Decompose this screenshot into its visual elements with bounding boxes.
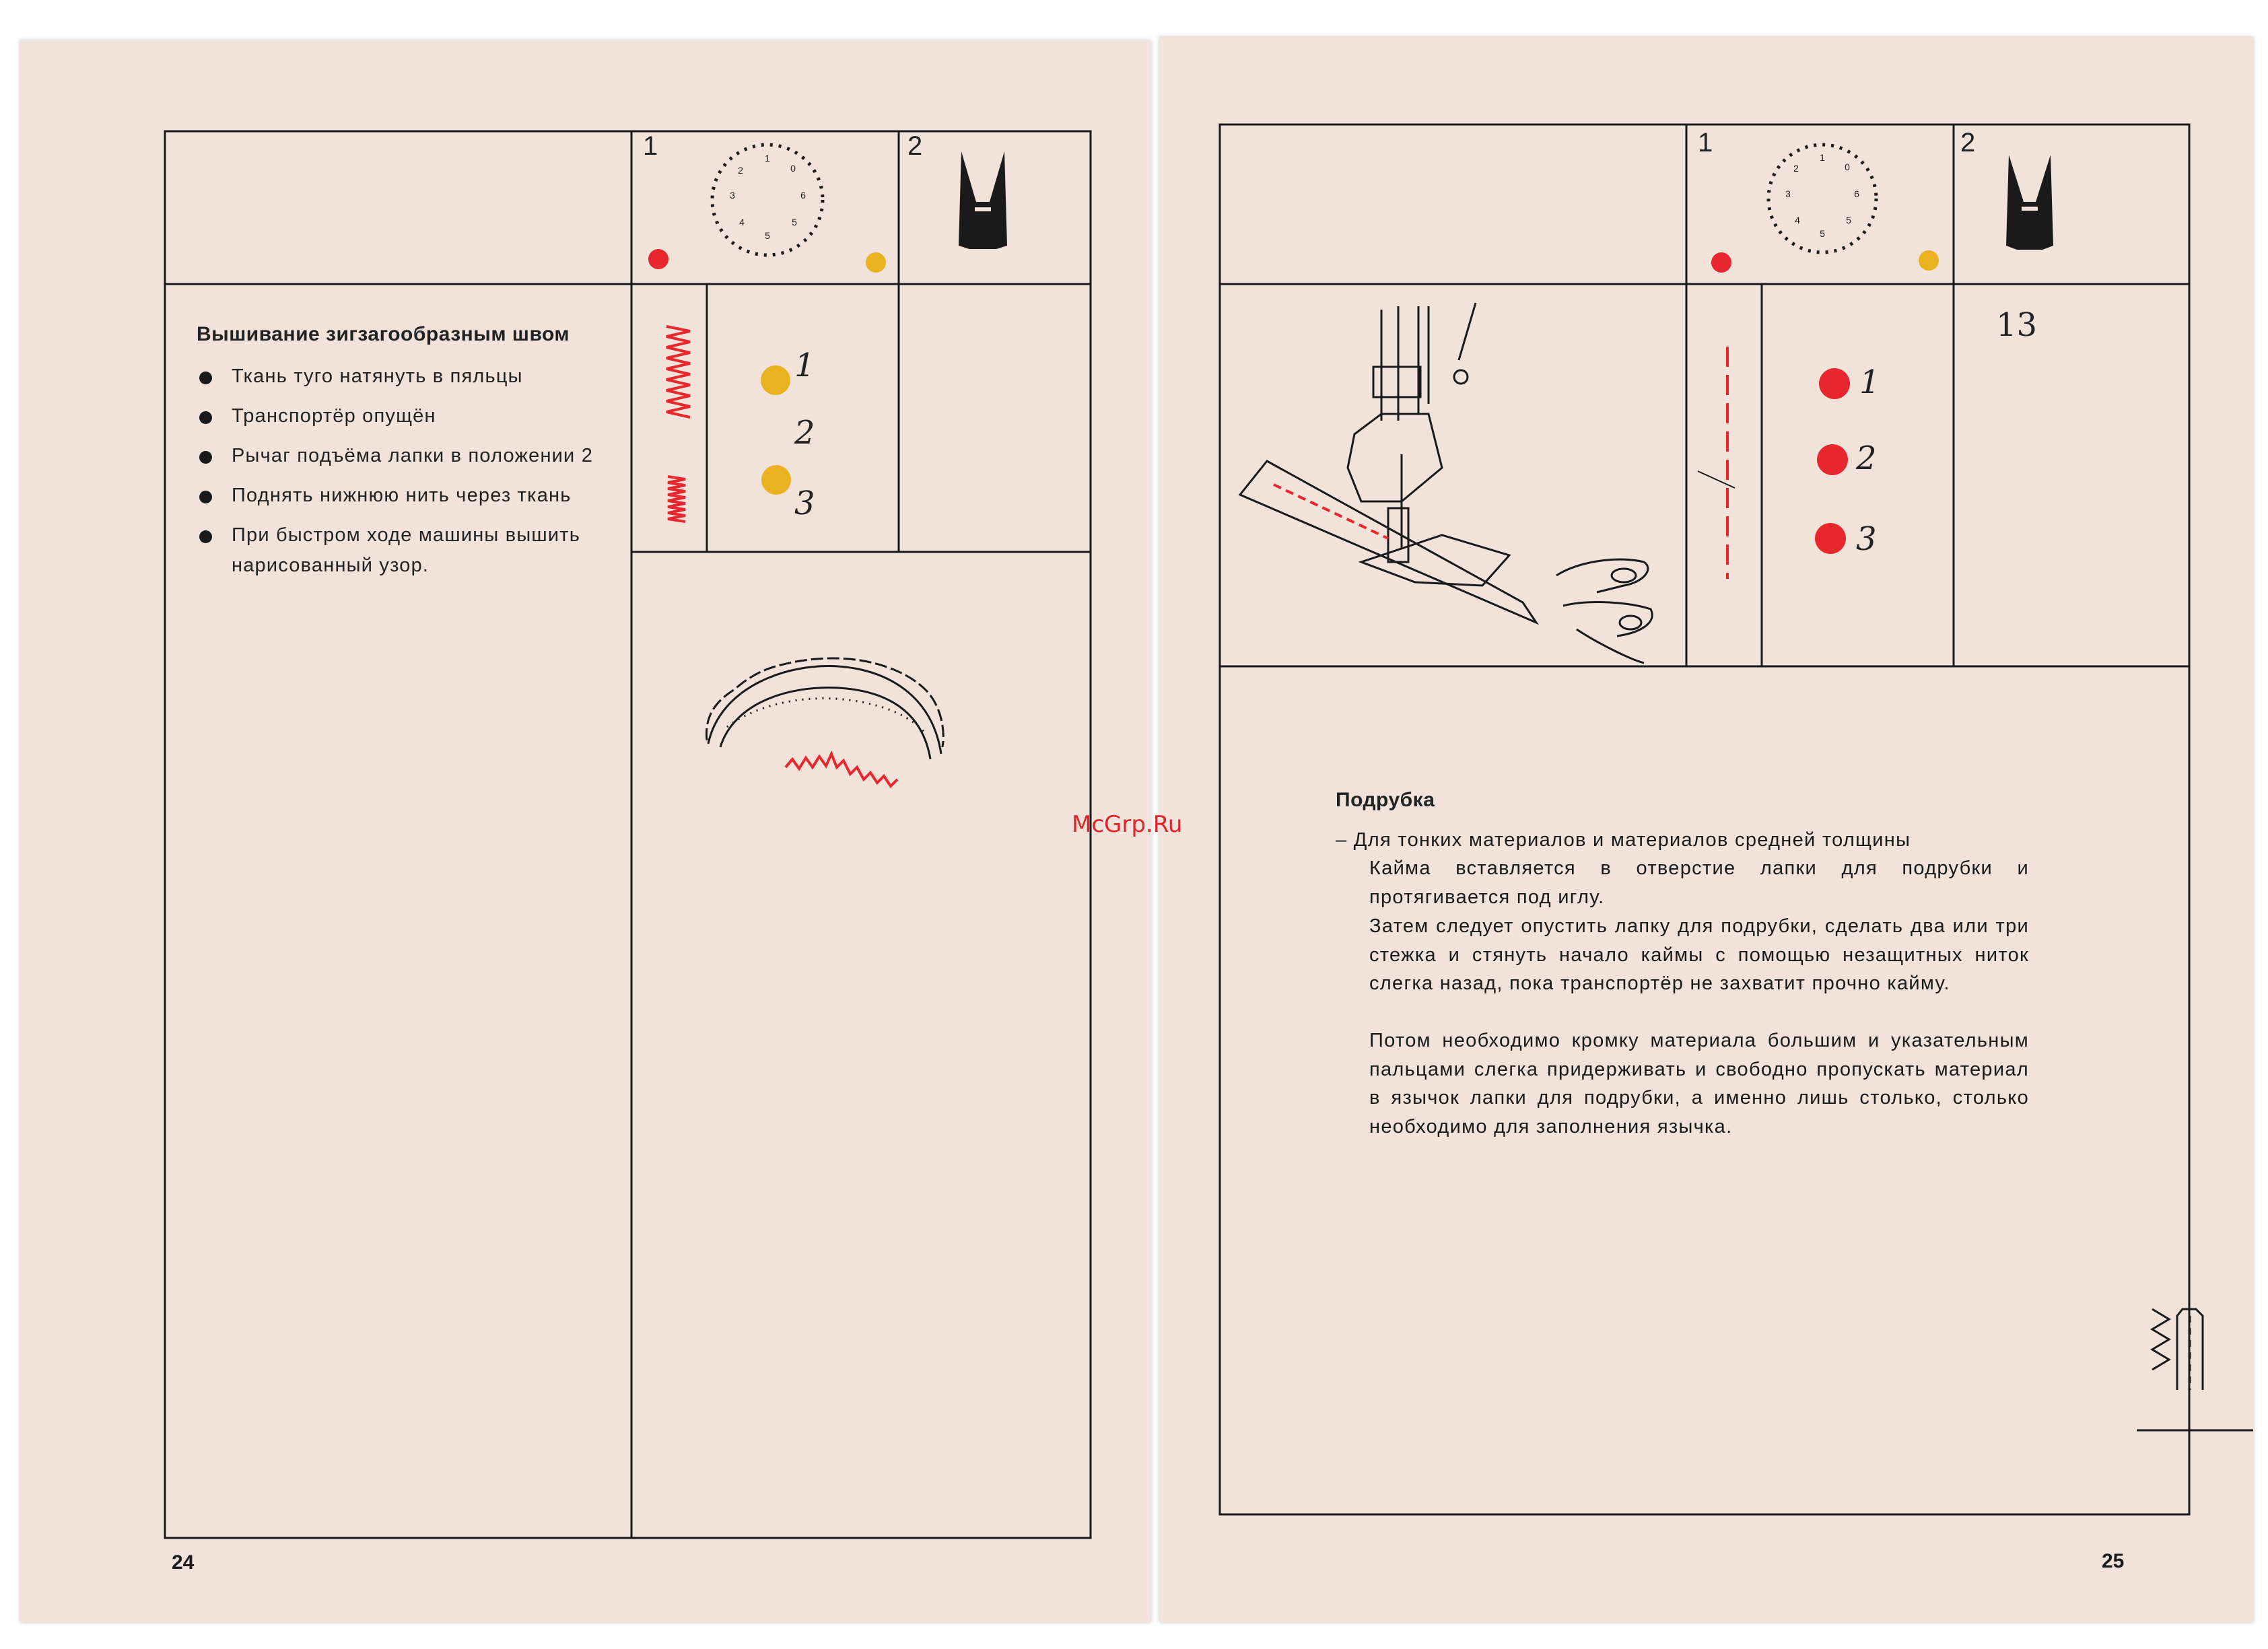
svg-text:4: 4: [1795, 215, 1800, 225]
column-number-1: 1: [1698, 128, 1713, 157]
left-page-grid: [20, 40, 1151, 1622]
column-number-2: 2: [907, 131, 923, 161]
watermark: McGrp.Ru: [1072, 811, 1183, 838]
embroidered-pattern: [786, 754, 897, 786]
svg-text:3: 3: [1785, 188, 1791, 199]
page-number: 25: [2102, 1550, 2125, 1572]
svg-text:4: 4: [739, 217, 745, 227]
setting-label-2: 2: [794, 414, 815, 452]
svg-text:0: 0: [790, 163, 796, 174]
stitch-dial-icon: [1768, 145, 1876, 252]
column-number-2: 2: [1960, 128, 1976, 157]
setting-label-3: 3: [794, 485, 815, 522]
svg-text:0: 0: [1845, 162, 1850, 172]
instruction-list: [197, 361, 600, 590]
hemming-foot-illustration: [1240, 303, 1652, 663]
stitch-dial-icon: [712, 145, 823, 255]
paragraph: Затем следует опустить лапку для подрубки, сделать два или три стежка и стянуть начало каймы с помощью незащитных ниток слегка назад, пока транспортёр не захватит прочно кайму.: [1369, 915, 2029, 994]
setting-dot-2: [1817, 444, 1848, 475]
setting-dot-3: [1815, 523, 1846, 554]
red-indicator-dot: [648, 249, 668, 269]
instruction-item: При быстром ходе машины вышить нарисованный узор.: [197, 520, 600, 581]
yellow-indicator-dot: [1919, 250, 1939, 271]
setting-dot-3: [761, 465, 791, 495]
right-page: [1159, 37, 2253, 1622]
presser-foot-icon: [959, 151, 1007, 249]
instruction-item: Ткань туго натянуть в пяльцы: [197, 361, 600, 392]
svg-text:5: 5: [1820, 228, 1825, 239]
instruction-item: Поднять нижнюю нить через ткань: [197, 481, 600, 511]
paragraph: Потом необходимо кромку материала большим и указательным пальцами слегка придерживать и свободно пропускать материал в язычок лапки для подрубки, а именно лишь столько, столько необходимо для заполнения язычка.: [1369, 1030, 2029, 1137]
presser-foot-icon: [2006, 155, 2053, 250]
embroidery-hoop-illustration: [706, 658, 943, 759]
svg-text:6: 6: [1854, 188, 1859, 199]
column-number-1: 1: [643, 131, 658, 161]
svg-text:3: 3: [730, 190, 735, 201]
setting-dot-1: [1819, 368, 1850, 399]
setting-dot-1: [761, 365, 790, 395]
foot-number: 13: [1996, 306, 2038, 344]
left-page: [20, 40, 1151, 1622]
svg-text:2: 2: [738, 165, 743, 176]
yellow-indicator-dot: [866, 252, 886, 273]
instruction-item: Транспортёр опущён: [197, 401, 600, 431]
hem-symbol-icon: [2137, 1309, 2253, 1430]
setting-label-2: 2: [1856, 440, 1877, 477]
zigzag-stitch-icon: [666, 326, 690, 522]
svg-text:5: 5: [1846, 215, 1851, 225]
setting-label-3: 3: [1856, 520, 1877, 558]
section-title: Вышивание зигзагообразным швом: [197, 323, 570, 345]
svg-text:6: 6: [800, 190, 806, 201]
section-title: Подрубка: [1336, 789, 1435, 811]
svg-text:2: 2: [1793, 163, 1799, 174]
paragraph: Кайма вставляется в отверстие лапки для подрубки и протягивается под иглу.: [1369, 857, 2029, 908]
svg-text:5: 5: [765, 230, 770, 241]
svg-text:1: 1: [1820, 152, 1825, 163]
svg-text:1: 1: [765, 153, 770, 164]
paragraph-intro: – Для тонких материалов и материалов средней толщины: [1336, 829, 1911, 851]
setting-label-1: 1: [794, 347, 815, 384]
svg-text:5: 5: [792, 217, 797, 227]
setting-label-1: 1: [1859, 363, 1880, 401]
page-number: 24: [172, 1551, 195, 1574]
red-indicator-dot: [1711, 252, 1731, 273]
instruction-item: Рычаг подъёма лапки в положении 2: [197, 441, 600, 471]
